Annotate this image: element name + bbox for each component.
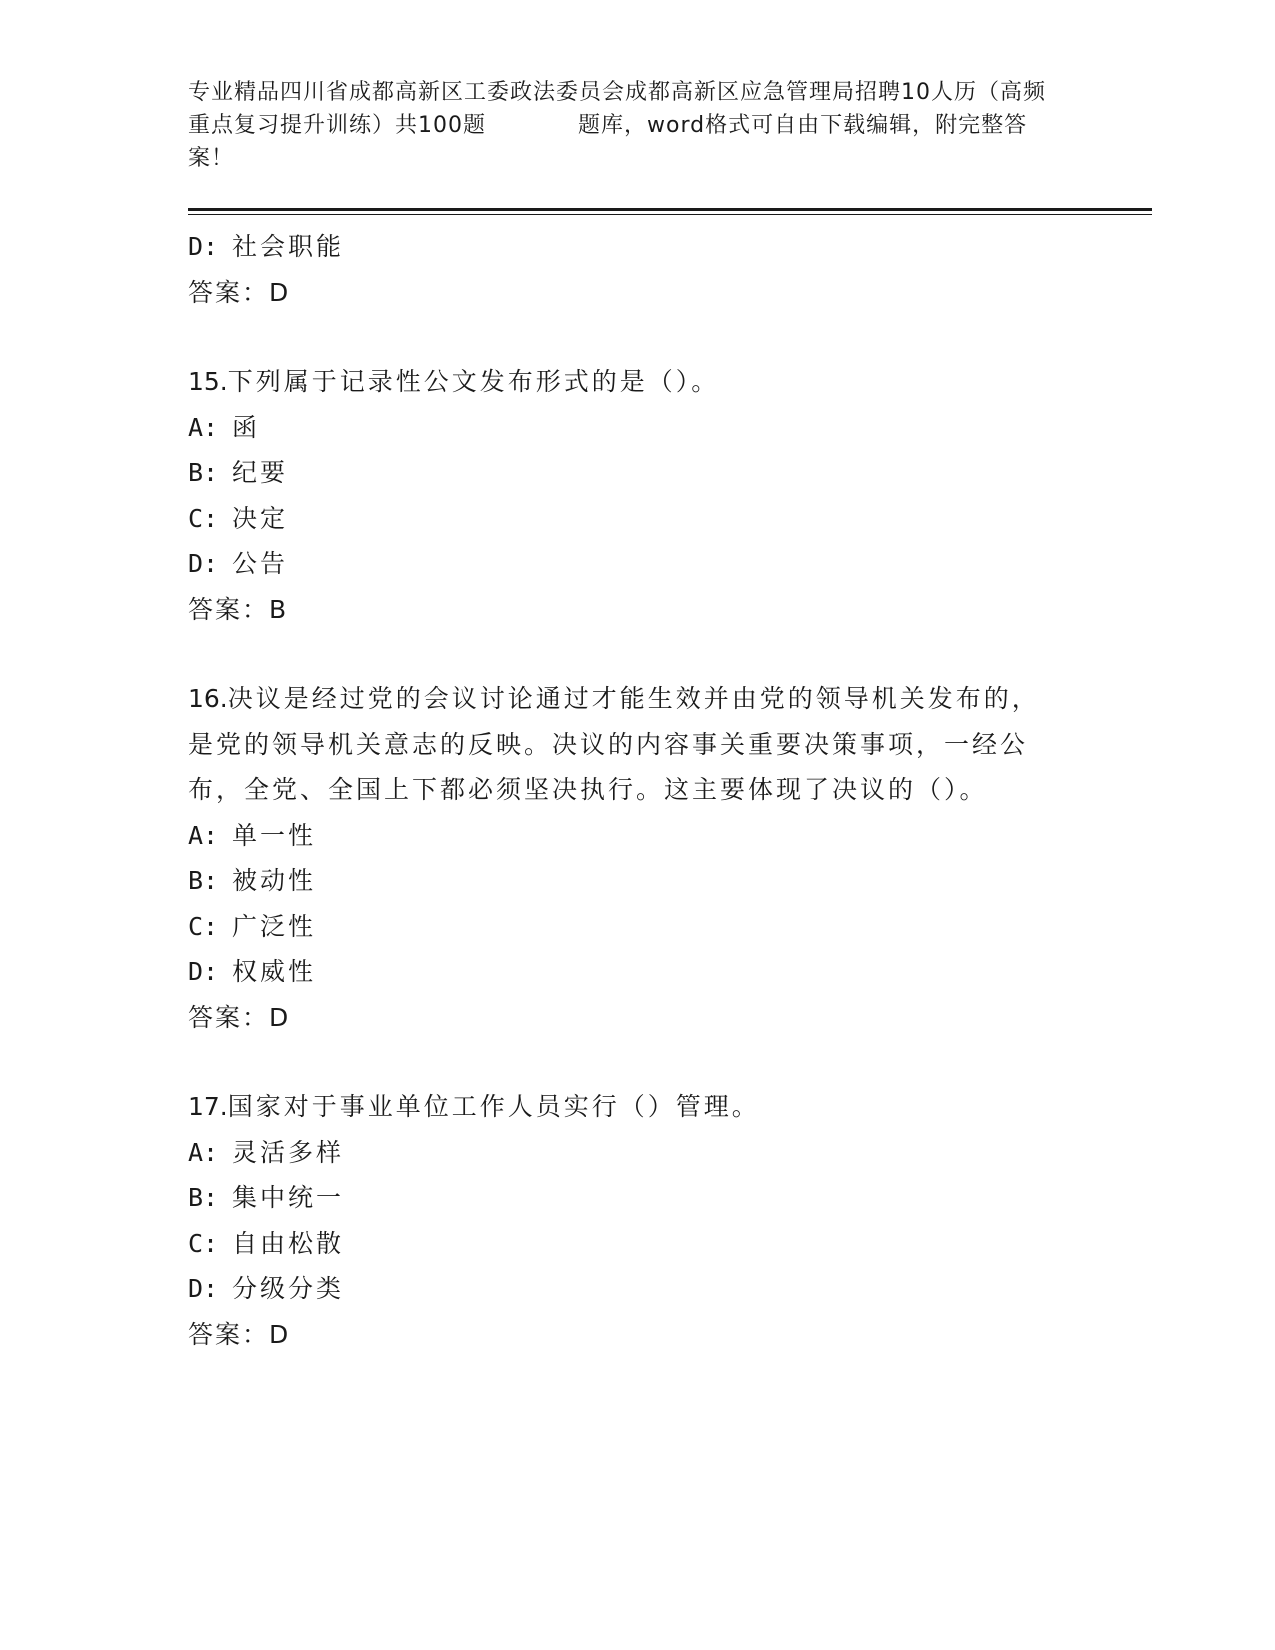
option-text: 自由松散 bbox=[232, 1228, 345, 1258]
question-text: 决议是经过党的会议讨论通过才能生效并由党的领导机关发布的， bbox=[227, 684, 1040, 713]
option-text: 集中统一 bbox=[232, 1183, 345, 1212]
question-stem bbox=[188, 1084, 1068, 1130]
answer-label: 答案： bbox=[188, 1002, 270, 1032]
question-stem-line-1 bbox=[188, 676, 1068, 722]
answer-label: 答案： bbox=[188, 277, 270, 307]
option-d bbox=[188, 949, 1068, 995]
option-key: C: bbox=[188, 503, 219, 533]
question-15 bbox=[188, 359, 1068, 632]
option-text: 决定 bbox=[232, 503, 289, 533]
question-text: 国家对于事业单位工作人员实行（）管理。 bbox=[227, 1092, 760, 1121]
option-b bbox=[188, 1175, 1068, 1221]
option-key: C: bbox=[188, 1228, 219, 1258]
answer-line bbox=[188, 995, 1068, 1041]
option-a bbox=[188, 1130, 1068, 1176]
option-text: 公告 bbox=[232, 549, 289, 578]
option-key: B: bbox=[188, 458, 219, 487]
question-number: 17. bbox=[188, 1092, 228, 1121]
option-key: D: bbox=[188, 232, 219, 261]
option-key: B: bbox=[188, 1183, 219, 1212]
option-text: 广泛性 bbox=[232, 911, 317, 941]
option-text: 被动性 bbox=[232, 866, 317, 895]
header-rule-thin bbox=[188, 214, 1152, 215]
option-d bbox=[188, 224, 1068, 270]
question-16 bbox=[188, 676, 1068, 1040]
option-text: 函 bbox=[232, 412, 261, 442]
answer-value: B bbox=[269, 594, 289, 624]
answer-line bbox=[188, 587, 1068, 633]
option-a bbox=[188, 405, 1068, 451]
option-c bbox=[188, 496, 1068, 542]
question-number: 15. bbox=[188, 367, 228, 396]
question-text: 是党的领导机关意志的反映。决议的内容事关重要决策事项，一经公 bbox=[188, 729, 1029, 759]
question-list bbox=[188, 224, 1068, 1357]
option-d bbox=[188, 1266, 1068, 1312]
document-header: 专业精品四川省成都高新区工委政法委员会成都高新区应急管理局招聘10人历（高频重点复习提升训练）共100题 题库，word格式可自由下载编辑，附完整答案！ bbox=[188, 80, 1046, 171]
option-key: B: bbox=[188, 866, 219, 895]
question-stem-line-2 bbox=[188, 722, 1068, 768]
answer-value: D bbox=[269, 1319, 291, 1349]
option-key: C: bbox=[188, 911, 219, 941]
option-a bbox=[188, 813, 1068, 859]
option-text: 灵活多样 bbox=[232, 1137, 345, 1167]
option-c bbox=[188, 904, 1068, 950]
question-stem bbox=[188, 359, 1068, 405]
question-text: 下列属于记录性公文发布形式的是（）。 bbox=[227, 367, 720, 396]
answer-value: D bbox=[269, 1002, 291, 1032]
question-number: 16. bbox=[188, 684, 228, 713]
option-key: A: bbox=[188, 820, 219, 850]
question-17 bbox=[188, 1084, 1068, 1357]
option-text: 权威性 bbox=[232, 957, 317, 986]
header-rule-thick bbox=[188, 208, 1152, 211]
answer-label: 答案： bbox=[188, 594, 270, 624]
option-key: D: bbox=[188, 1274, 219, 1303]
option-text: 分级分类 bbox=[232, 1274, 345, 1303]
answer-label: 答案： bbox=[188, 1319, 270, 1349]
option-text: 纪要 bbox=[232, 458, 289, 487]
option-b bbox=[188, 858, 1068, 904]
answer-value: D bbox=[269, 277, 291, 307]
option-key: D: bbox=[188, 549, 219, 578]
option-key: D: bbox=[188, 957, 219, 986]
option-key: A: bbox=[188, 1137, 219, 1167]
option-c bbox=[188, 1221, 1068, 1267]
option-b bbox=[188, 450, 1068, 496]
option-d bbox=[188, 541, 1068, 587]
question-stem-line-3 bbox=[188, 767, 1068, 813]
option-text: 单一性 bbox=[232, 820, 317, 850]
answer-line bbox=[188, 1312, 1068, 1358]
answer-line bbox=[188, 270, 1068, 316]
option-key: A: bbox=[188, 412, 219, 442]
question-text: 布，全党、全国上下都必须坚决执行。这主要体现了决议的（）。 bbox=[188, 775, 988, 804]
option-text: 社会职能 bbox=[232, 232, 345, 261]
